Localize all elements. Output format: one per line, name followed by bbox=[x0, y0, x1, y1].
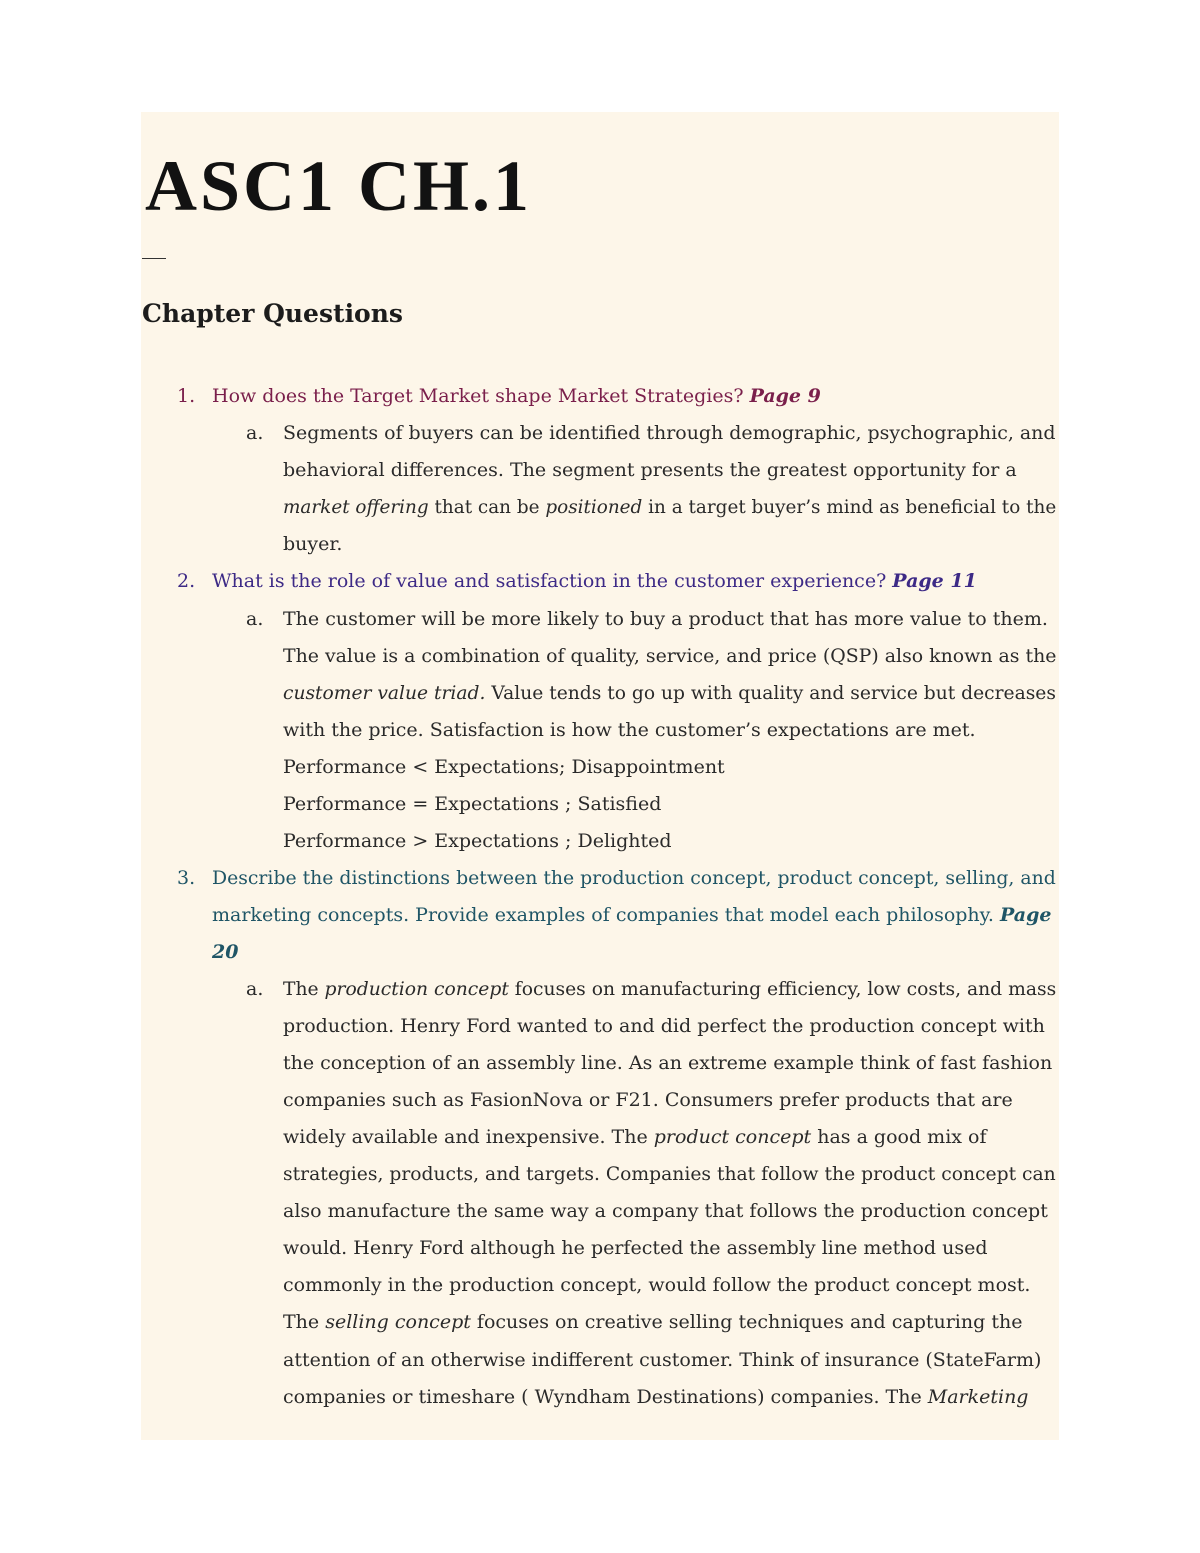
answer-line bbox=[283, 526, 342, 563]
answer-text: Segments of buyers can be identified through demographic, psychographic, and bbox=[283, 422, 1056, 444]
answer-line bbox=[283, 1230, 988, 1267]
answer-text-emphasis: market offering bbox=[283, 496, 429, 518]
page-reference: 20 bbox=[212, 941, 239, 963]
answer-text: companies such as FasionNova or F21. Consumers prefer products that are bbox=[283, 1089, 1013, 1111]
answer-text: has a good mix of bbox=[811, 1126, 987, 1148]
question-number: 3. bbox=[177, 867, 196, 889]
answer-text: production. Henry Ford wanted to and did perfect the production concept with bbox=[283, 1015, 1045, 1037]
answer-line bbox=[283, 1193, 1048, 1230]
page-reference: Page bbox=[999, 904, 1052, 926]
answer-text: behavioral differences. The segment presents the greatest opportunity for a bbox=[283, 459, 1017, 481]
answer-line bbox=[283, 1082, 1013, 1119]
answer-text: also manufacture the same way a company that follows the production concept bbox=[283, 1200, 1048, 1222]
answer-line bbox=[283, 1304, 1022, 1341]
answer-line bbox=[283, 1342, 1041, 1379]
answer-text: companies or timeshare ( Wyndham Destinations) companies. The bbox=[283, 1386, 928, 1408]
question-3-text-line bbox=[212, 934, 238, 971]
answer-text: The customer will be more likely to buy a product that has more value to them. bbox=[283, 608, 1048, 630]
answer-text: with the price. Satisfaction is how the customer’s expectations are met. bbox=[283, 719, 976, 741]
question-text: How does the Target Market shape Market Strategies? bbox=[212, 385, 744, 407]
answer-line bbox=[283, 786, 661, 823]
question-text: Describe the distinctions between the production concept, product concept, selling, and bbox=[212, 867, 1056, 889]
answer-line bbox=[283, 489, 1056, 526]
answer-text: commonly in the production concept, would follow the product concept most. bbox=[283, 1274, 1031, 1296]
answer-text: that can be bbox=[428, 496, 546, 518]
question-number: 2. bbox=[177, 570, 196, 592]
answer-text: would. Henry Ford although he perfected the assembly line method used bbox=[283, 1237, 988, 1259]
answer-text-emphasis: positioned bbox=[545, 496, 643, 518]
answer-text: focuses on manufacturing efficiency, low costs, and mass bbox=[508, 978, 1057, 1000]
answer-line bbox=[283, 675, 1056, 712]
answer-line bbox=[283, 749, 725, 786]
answer-text: the conception of an assembly line. As an extreme example think of fast fashion bbox=[283, 1052, 1053, 1074]
answer-text-emphasis: Marketing bbox=[927, 1386, 1029, 1408]
question-text: What is the role of value and satisfaction in the customer experience? bbox=[212, 570, 887, 592]
answer-letter: a. bbox=[246, 608, 264, 630]
title-divider bbox=[142, 258, 166, 259]
page-reference: Page 9 bbox=[749, 385, 821, 407]
answer-text: in a target buyer’s mind as beneficial to the bbox=[642, 496, 1057, 518]
section-heading: Chapter Questions bbox=[142, 299, 403, 328]
answer-letter: a. bbox=[246, 422, 264, 444]
answer-line bbox=[283, 601, 1048, 638]
answer-text: widely available and inexpensive. The bbox=[283, 1126, 654, 1148]
question-text: marketing concepts. Provide examples of companies that model each philosophy. bbox=[212, 904, 994, 926]
answer-text: Performance > Expectations ; Delighted bbox=[283, 830, 672, 852]
question-number: 1. bbox=[177, 385, 196, 407]
answer-line bbox=[283, 1008, 1045, 1045]
question-2-text bbox=[212, 563, 977, 600]
answer-text: attention of an otherwise indifferent customer. Think of insurance (StateFarm) bbox=[283, 1349, 1042, 1371]
answer-line bbox=[283, 823, 672, 860]
question-3-text-line bbox=[212, 860, 1056, 897]
answer-text: Performance = Expectations ; Satisfied bbox=[283, 793, 662, 815]
answer-letter: a. bbox=[246, 978, 264, 1000]
answer-text-emphasis: production concept bbox=[324, 978, 509, 1000]
answer-line bbox=[283, 415, 1056, 452]
document-title: ASC1 CH.1 bbox=[145, 146, 533, 226]
answer-line bbox=[283, 712, 976, 749]
answer-line bbox=[283, 638, 1056, 675]
answer-text: Performance < Expectations; Disappointment bbox=[283, 756, 725, 778]
answer-line bbox=[283, 452, 1017, 489]
answer-line bbox=[283, 1045, 1052, 1082]
answer-text: Value tends to go up with quality and service but decreases bbox=[485, 682, 1056, 704]
answer-line bbox=[283, 1379, 1028, 1416]
answer-text: The bbox=[283, 978, 325, 1000]
answer-line bbox=[283, 1119, 987, 1156]
question-1-text bbox=[212, 378, 821, 415]
answer-text-emphasis: selling concept bbox=[325, 1311, 471, 1333]
answer-text: The bbox=[283, 1311, 326, 1333]
answer-line bbox=[283, 1267, 1030, 1304]
question-3-text-line bbox=[212, 897, 1051, 934]
answer-text: focuses on creative selling techniques and capturing the bbox=[470, 1311, 1023, 1333]
answer-text: strategies, products, and targets. Companies that follow the product concept can bbox=[283, 1163, 1056, 1185]
answer-text-emphasis: customer value triad. bbox=[283, 682, 486, 704]
page-reference: Page 11 bbox=[892, 570, 977, 592]
answer-line bbox=[283, 971, 1056, 1008]
answer-text-emphasis: product concept bbox=[653, 1126, 812, 1148]
answer-text: buyer. bbox=[283, 533, 343, 555]
answer-line bbox=[283, 1156, 1056, 1193]
answer-text: The value is a combination of quality, service, and price (QSP) also known as the bbox=[283, 645, 1057, 667]
